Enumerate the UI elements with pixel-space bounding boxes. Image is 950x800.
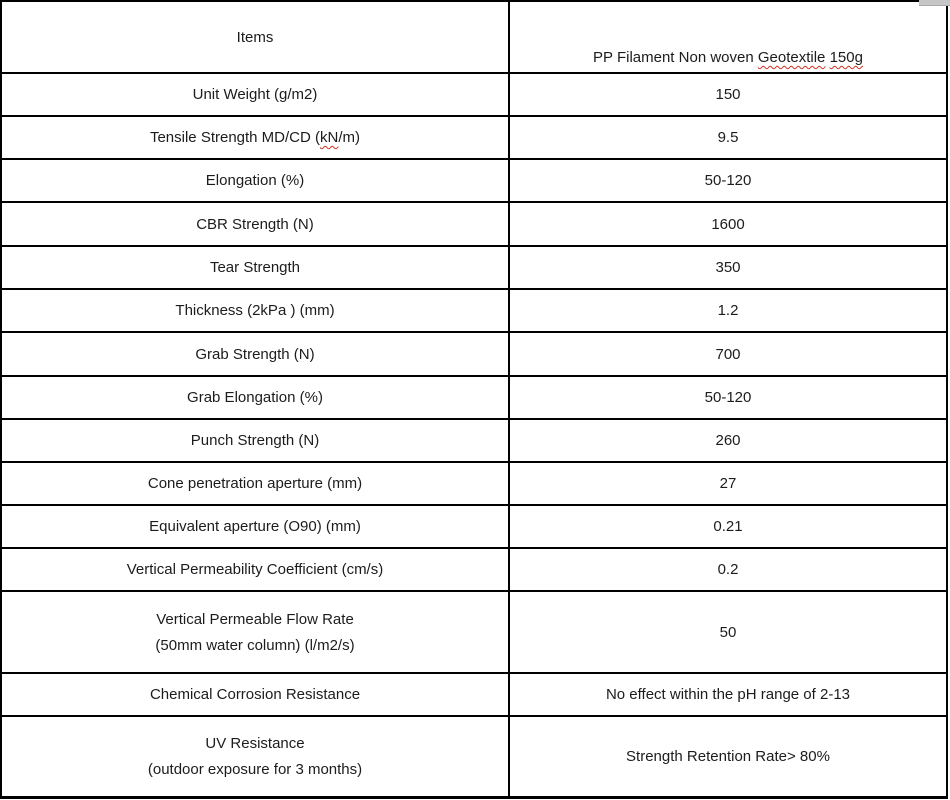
flow-rate-label-line2: (50mm water column) (l/m2/s) [155, 636, 355, 654]
row-tear-strength [2, 247, 946, 290]
tensile-label-post: /m) [338, 129, 361, 146]
spec-item-value: 1.2 [717, 302, 739, 319]
row-chemical-corrosion [2, 674, 946, 717]
row-uv-resistance [2, 717, 946, 796]
spec-item-label: Punch Strength (N) [2, 420, 510, 461]
product-title-flagged-weight: 150g [829, 49, 863, 66]
row-tensile-strength [2, 117, 946, 160]
scrollbar-fragment[interactable] [919, 0, 950, 6]
spec-item-value: 350 [715, 259, 741, 276]
spec-item-value: 700 [715, 345, 741, 363]
row-grab-elongation [2, 377, 946, 420]
tensile-label [150, 129, 360, 146]
header-product-cell [510, 2, 946, 72]
row-unit-weight [2, 74, 946, 117]
spec-item-label [2, 717, 510, 796]
row-thickness [2, 290, 946, 333]
header-product-title [593, 49, 863, 66]
spec-item-label: Tear Strength [2, 247, 510, 288]
spec-item-value: 0.21 [713, 518, 743, 535]
row-permeable-flow-rate [2, 592, 946, 674]
spec-item-value: No effect within the pH range of 2-13 [605, 686, 851, 703]
spec-item-label: Unit Weight (g/m2) [2, 74, 510, 115]
spec-item-label: Grab Elongation (%) [2, 377, 510, 418]
spec-item-value: 150 [715, 86, 741, 103]
spec-item-label: Elongation (%) [2, 160, 510, 201]
header-items-label: Items [236, 28, 274, 46]
spec-item-value: Strength Retention Rate> 80% [626, 748, 830, 765]
spec-item-value: 50-120 [704, 389, 752, 406]
spec-item-label: Thickness (2kPa ) (mm) [2, 290, 510, 331]
spec-item-label: CBR Strength (N) [2, 203, 510, 245]
tensile-label-flagged: kN [320, 129, 339, 146]
spec-item-label: Chemical Corrosion Resistance [2, 674, 510, 715]
row-grab-strength [2, 333, 946, 377]
row-cbr-strength [2, 203, 946, 247]
spec-item-label: Equivalent aperture (O90) (mm) [2, 506, 510, 547]
product-title-flagged-word: Geotextile [757, 49, 826, 66]
tensile-label-pre: Tensile Strength MD/CD ( [149, 129, 321, 146]
row-elongation [2, 160, 946, 203]
spec-item-label [2, 592, 510, 672]
product-title-prefix: PP Filament Non woven [593, 49, 758, 66]
spec-item-label [2, 117, 510, 158]
flow-rate-label-line1: Vertical Permeable Flow Rate [156, 610, 354, 628]
row-punch-strength [2, 420, 946, 463]
header-items-cell [2, 2, 510, 72]
spec-item-value: 0.2 [717, 561, 739, 578]
row-permeability-coefficient [2, 549, 946, 592]
spec-item-value: 50 [719, 623, 737, 641]
spec-item-value: 50-120 [704, 172, 752, 189]
uv-label-line2: (outdoor exposure for 3 months) [147, 761, 363, 778]
row-equivalent-aperture [2, 506, 946, 549]
table-header-row [2, 2, 946, 74]
spec-item-value: 9.5 [717, 129, 739, 146]
spec-item-label: Grab Strength (N) [2, 333, 510, 375]
row-cone-penetration [2, 463, 946, 506]
spec-item-value: 260 [715, 432, 741, 449]
spec-item-value: 27 [719, 475, 737, 492]
spec-item-value: 1600 [711, 215, 745, 233]
spec-item-label: Vertical Permeability Coefficient (cm/s) [2, 549, 510, 590]
spec-item-label: Cone penetration aperture (mm) [2, 463, 510, 504]
uv-label-line1: UV Resistance [205, 735, 305, 752]
